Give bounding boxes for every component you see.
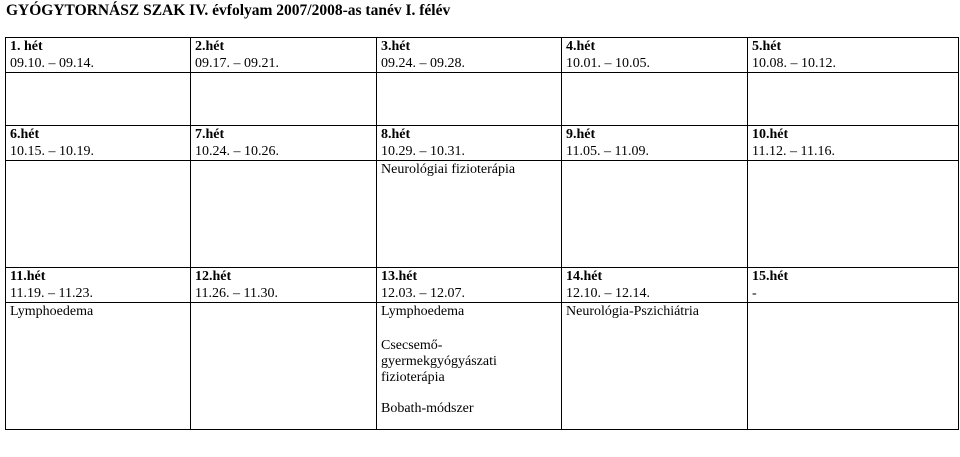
week-label: 7.hét [191,126,377,144]
date-range: 11.05. – 11.09. [562,143,748,161]
week-label: 13.hét [377,268,562,286]
week-label: 12.hét [191,268,377,286]
date-range: 09.24. – 09.28. [377,55,562,73]
content-cell [562,303,748,430]
week-label: 10.hét [748,126,959,144]
week-label: 2.hét [191,38,377,56]
week-label: 5.hét [748,38,959,56]
week-label: 3.hét [377,38,562,56]
date-row [6,55,959,73]
week-label: 1. hét [6,38,191,56]
content-cell [377,303,562,430]
date-range: - [748,285,959,303]
content-cell: Neurológiai fizioterápia [377,161,562,268]
content-cell [6,303,191,430]
date-range: 10.01. – 10.05. [562,55,748,73]
week-label: 6.hét [6,126,191,144]
week-header-row [6,126,959,144]
content-row [6,161,959,268]
week-label: 15.hét [748,268,959,286]
content-cell [191,303,377,430]
week-label: 9.hét [562,126,748,144]
content-cell [748,73,959,126]
content-cell [6,161,191,268]
course-name: Bobath-módszer [381,401,474,416]
date-range: 11.26. – 11.30. [191,285,377,303]
date-range: 10.29. – 10.31. [377,143,562,161]
content-cell [562,161,748,268]
date-range: 12.10. – 12.14. [562,285,748,303]
course-name-line: fizioterápia [381,370,445,385]
week-label: 4.hét [562,38,748,56]
course-name: Lymphoedema [10,304,94,319]
date-range: 12.03. – 12.07. [377,285,562,303]
course-name: Neurológia-Pszichiátria [566,304,699,319]
content-cell [191,73,377,126]
week-header-row [6,38,959,56]
content-cell [748,161,959,268]
date-range: 09.10. – 09.14. [6,55,191,73]
date-range: 10.15. – 10.19. [6,143,191,161]
content-row [6,73,959,126]
date-row [6,143,959,161]
week-label: 11.hét [6,268,191,286]
content-cell [377,73,562,126]
date-range: 10.24. – 10.26. [191,143,377,161]
course-name: Lymphoedema [381,304,465,319]
content-cell [191,161,377,268]
week-label: 8.hét [377,126,562,144]
page-title: GYÓGYTORNÁSZ SZAK IV. évfolyam 2007/2008-as tanév I. félév [6,2,451,19]
schedule-table [5,37,959,430]
date-range: 11.19. – 11.23. [6,285,191,303]
date-row [6,285,959,303]
week-header-row [6,268,959,286]
course-name-line: gyermekgyógyászati [381,354,497,369]
content-cell [748,303,959,430]
content-cell [6,73,191,126]
course-name-line: Csecsemő- [381,338,443,353]
content-cell [562,73,748,126]
content-row [6,303,959,430]
date-range: 11.12. – 11.16. [748,143,959,161]
week-label: 14.hét [562,268,748,286]
date-range: 09.17. – 09.21. [191,55,377,73]
date-range: 10.08. – 10.12. [748,55,959,73]
